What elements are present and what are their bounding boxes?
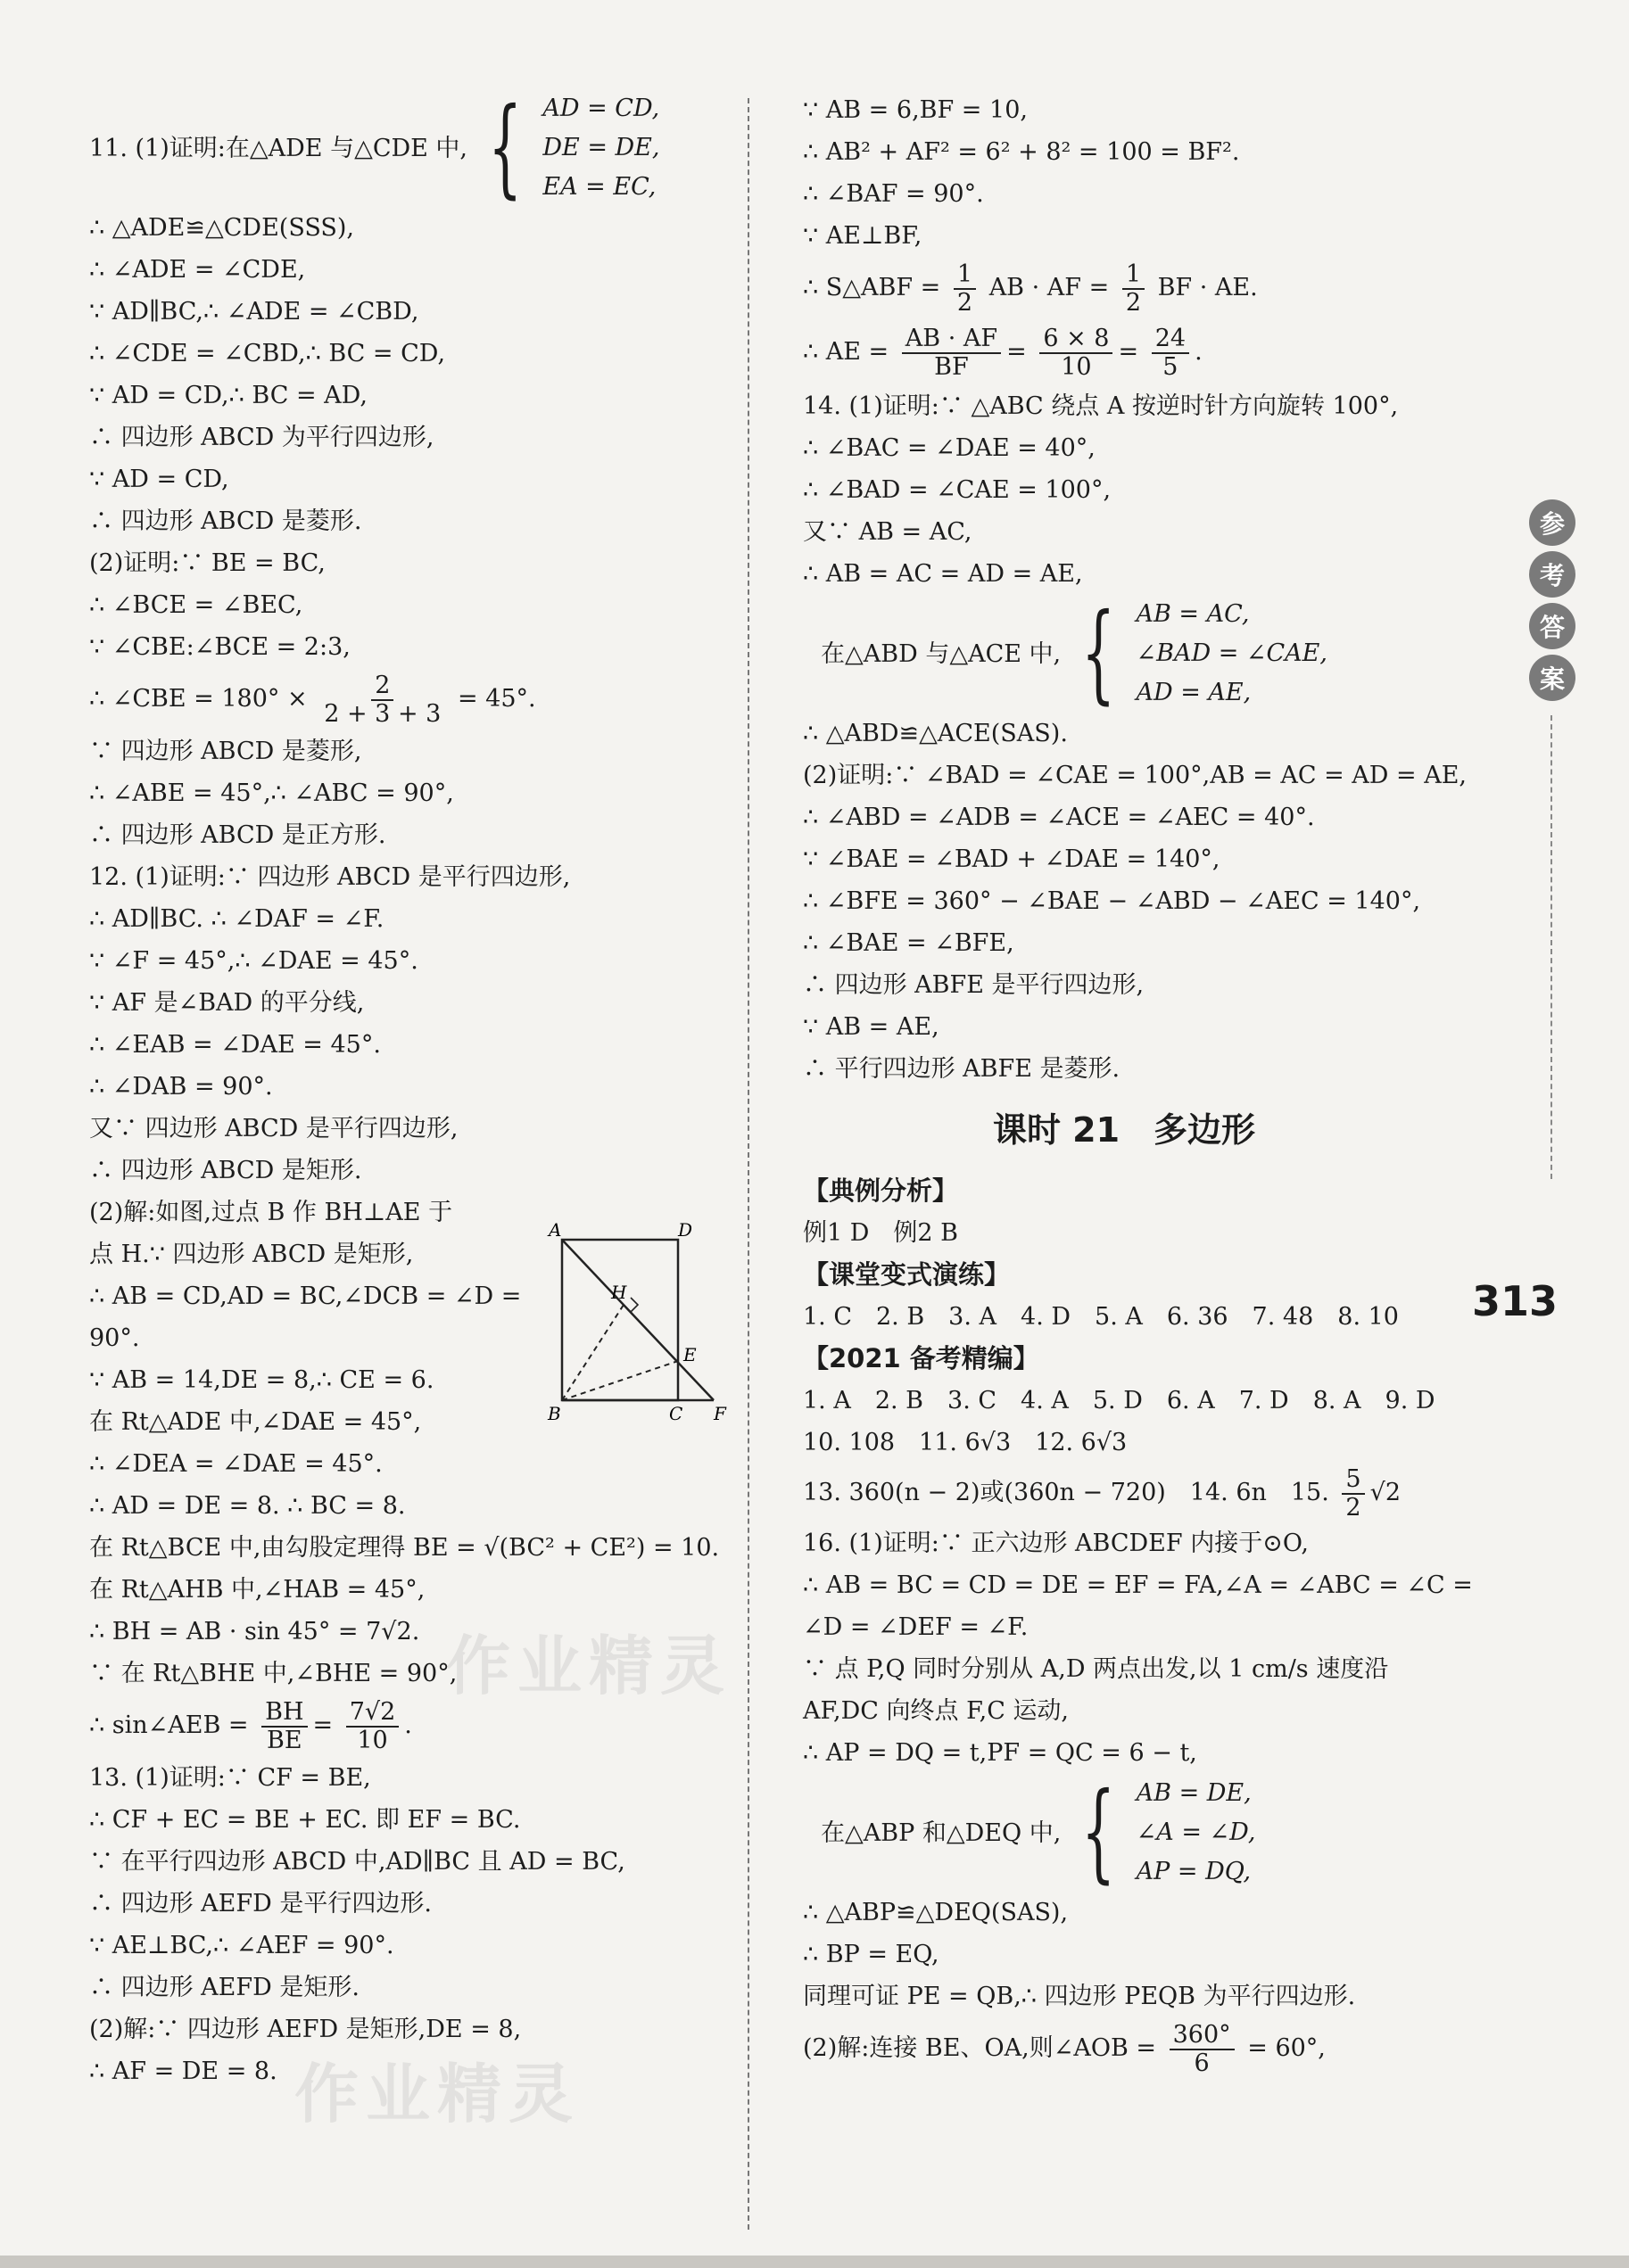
area-middle: AB · AF = — [988, 274, 1110, 301]
answer-line: ∵ ∠F = 45°,∴ ∠DAE = 45°. — [89, 947, 418, 975]
area-prefix: ∴ S△ABF = — [803, 274, 941, 301]
fraction-denominator: 2 + 3 + 3 — [324, 699, 442, 728]
answer-line: (2)证明:∵ ∠BAD = ∠CAE = 100°,AB = AC = AD = AE, — [803, 762, 1468, 789]
answer-line: ∵ 点 P,Q 同时分别从 A,D 两点出发,以 1 cm/s 速度沿 — [803, 1655, 1389, 1683]
q11-fraction-line — [89, 668, 732, 730]
answer-line: ∵ AD∥BC,∴ ∠ADE = ∠CBD, — [89, 298, 419, 326]
answer-line: 又∵ AB = AC, — [803, 518, 972, 546]
label-h: H — [611, 1282, 627, 1303]
answer-line: ∴ ∠DAB = 90°. — [89, 1073, 273, 1101]
answer-line: ∴ AD = DE = 8. ∴ BC = 8. — [89, 1492, 406, 1520]
tab-char: 答 — [1529, 603, 1575, 649]
fraction — [1342, 1466, 1364, 1522]
fraction-denominator: BF — [934, 352, 969, 381]
answer-line: ∴ ∠BCE = ∠BEC, — [89, 591, 303, 619]
answer-line-fraction — [803, 1464, 1445, 1522]
q11-intro — [89, 86, 732, 210]
label-f: F — [714, 1403, 726, 1424]
answer-line: 10. 108 11. 6√3 12. 6√3 — [803, 1429, 1128, 1456]
section-heading: 【2021 备考精编】 — [803, 1343, 1039, 1373]
answer-line: 90°. — [89, 1324, 140, 1352]
answer-line: 16. (1)证明:∵ 正六边形 ABCDEF 内接于⊙O, — [803, 1530, 1309, 1557]
answer-line: 例1 D 例2 B — [803, 1219, 959, 1247]
fraction-numerator: 24 — [1152, 326, 1189, 354]
answer-line: 同理可证 PE = QB,∴ 四边形 PEQB 为平行四边形. — [803, 1983, 1356, 2010]
fraction-numerator: 5 — [1342, 1466, 1364, 1495]
answer-line: ∴ AB² + AF² = 6² + 8² = 100 = BF². — [803, 138, 1240, 166]
answer-line: 点 H.∵ 四边形 ABCD 是矩形, — [89, 1241, 414, 1268]
fraction-denominator: 10 — [1061, 352, 1092, 381]
fraction — [261, 1699, 307, 1754]
answer-line: ∴ 四边形 AEFD 是矩形. — [89, 1974, 360, 2001]
fraction-prefix: ∴ sin∠AEB = — [89, 1711, 249, 1739]
answer-line: ∴ 四边形 ABCD 是菱形. — [89, 507, 362, 535]
area-suffix: BF · AE. — [1157, 274, 1258, 301]
section-heading: 【课堂变式演练】 — [803, 1259, 1011, 1290]
fraction-numerator: 1 — [1122, 261, 1145, 290]
answer-line: ∴ AB = AC = AD = AE, — [803, 560, 1083, 588]
answer-line: 14. (1)证明:∵ △ABC 绕点 A 按逆时针方向旋转 100°, — [803, 392, 1399, 420]
q13-area-line — [803, 257, 1445, 319]
answer-line: ∴ △ADE≌△CDE(SSS), — [89, 214, 354, 242]
fraction-numerator: AB · AF — [902, 326, 1001, 354]
tab-char: 考 — [1529, 551, 1575, 598]
answer-line: ∴ 平行四边形 ABFE 是菱形. — [803, 1055, 1120, 1083]
brace-line: AD = CD, — [542, 95, 660, 122]
watermark: 作业精灵 — [446, 1629, 732, 1703]
fraction-denominator: 2 — [1345, 1493, 1361, 1522]
answer-line: 在 Rt△BCE 中,由勾股定理得 BE = √(BC² + CE²) = 10. — [89, 1534, 720, 1562]
tab-char: 参 — [1529, 499, 1575, 546]
q16-last-line — [803, 2017, 1445, 2080]
answer-line: ∵ AE⊥BC,∴ ∠AEF = 90°. — [89, 1932, 394, 1959]
brace: { — [1081, 591, 1116, 715]
fraction-numerator: 7√2 — [346, 1699, 400, 1728]
answer-line: ∵ AE⊥BF, — [803, 222, 922, 250]
q11-brace-lines — [542, 89, 659, 207]
answer-line: ∴ AF = DE = 8. — [89, 2058, 277, 2085]
answer-line: ∴ BP = EQ, — [803, 1941, 939, 1968]
page-number: 313 — [1471, 1277, 1558, 1325]
label-d: D — [678, 1222, 693, 1241]
fraction — [1152, 326, 1189, 381]
answer-line: ∵ 在平行四边形 ABCD 中,AD∥BC 且 AD = BC, — [89, 1848, 625, 1876]
brace: { — [1081, 1770, 1116, 1894]
label-a: A — [549, 1222, 562, 1241]
answer-line: 1. A 2. B 3. C 4. A 5. D 6. A 7. D 8. A 9. D — [803, 1387, 1435, 1414]
fraction-prefix: ∴ ∠CBE = 180° × — [89, 685, 308, 713]
fraction-numerator: 2 — [371, 672, 393, 701]
answer-line: ∵ 在 Rt△BHE 中,∠BHE = 90°, — [89, 1660, 458, 1687]
answer-suffix: = 60°, — [1247, 2034, 1326, 2062]
answer-line: ∴ ∠BAD = ∠CAE = 100°, — [803, 476, 1112, 504]
answer-line: ∴ △ABD≌△ACE(SAS). — [803, 720, 1068, 747]
q16-brace — [803, 1770, 1445, 1894]
answer-line: ∴ ∠ABE = 45°,∴ ∠ABC = 90°, — [89, 779, 454, 807]
answer-line: ∵ AB = AE, — [803, 1013, 939, 1041]
fraction — [346, 1699, 400, 1754]
answer-line: ∠D = ∠DEF = ∠F. — [803, 1613, 1029, 1641]
answer-line: ∴ ∠BAE = ∠BFE, — [803, 929, 1014, 957]
answer-line: 13. (1)证明:∵ CF = BE, — [89, 1764, 371, 1792]
answer-line: (2)证明:∵ BE = BC, — [89, 549, 326, 577]
answer-line: ∵ AB = 6,BF = 10, — [803, 96, 1028, 124]
answer-line: ∴ ∠CDE = ∠CBD,∴ BC = CD, — [89, 340, 446, 367]
rectangle-abcd — [562, 1240, 678, 1400]
answer-line: ∴ AD∥BC. ∴ ∠DAF = ∠F. — [89, 905, 385, 933]
answer-line: 在 Rt△AHB 中,∠HAB = 45°, — [89, 1576, 426, 1604]
fraction-denominator: 2 — [1125, 288, 1141, 317]
line-af — [562, 1240, 714, 1400]
lesson-title: 课时 21 多边形 — [992, 1110, 1256, 1150]
q14-brace — [803, 591, 1445, 715]
section-heading: 【典例分析】 — [803, 1175, 959, 1206]
answer-line: ∴ 四边形 ABCD 为平行四边形, — [89, 424, 434, 451]
fraction-denominator: 5 — [1162, 352, 1178, 381]
brace-line: AD = AE, — [1136, 679, 1252, 706]
fraction-numerator: 360° — [1170, 2022, 1235, 2050]
answer-line: AF,DC 向终点 F,C 运动, — [803, 1697, 1070, 1725]
answer-line: ∴ BH = AB · sin 45° = 7√2. — [89, 1618, 420, 1645]
answer-line: 又∵ 四边形 ABCD 是平行四边形, — [89, 1115, 459, 1142]
answer-line: 1. C 2. B 3. A 4. D 5. A 6. 36 7. 48 8. 10 — [803, 1303, 1399, 1331]
fraction — [1170, 2022, 1235, 2077]
reference-answer-tab — [1529, 499, 1575, 1179]
brace-line: EA = EC, — [542, 173, 657, 201]
answer-line: ∴ AB = CD,AD = BC,∠DCB = ∠D = — [89, 1282, 522, 1310]
answer-line: (2)解:∵ 四边形 AEFD 是矩形,DE = 8, — [89, 2016, 522, 2043]
fraction — [902, 326, 1001, 381]
answer-line: ∴ ∠BFE = 360° − ∠BAE − ∠ABD − ∠AEC = 140°, — [803, 887, 1421, 915]
answer-line: ∵ ∠BAE = ∠BAD + ∠DAE = 140°, — [803, 845, 1220, 873]
answer-line: ∵ AD = CD, — [89, 466, 229, 493]
label-c: C — [669, 1403, 683, 1424]
q12-geometry-figure — [535, 1222, 732, 1427]
label-b: B — [548, 1403, 561, 1424]
fraction-numerator: 1 — [954, 261, 976, 290]
answer-line: ∴ CF + EC = BE + EC. 即 EF = BC. — [89, 1806, 521, 1834]
answer-line: ∴ ∠EAB = ∠DAE = 45°. — [89, 1031, 381, 1059]
brace: { — [488, 86, 523, 210]
brace-prefix: 在△ABP 和△DEQ 中, — [821, 1819, 1062, 1847]
brace-line: AB = DE, — [1136, 1779, 1252, 1807]
q11-intro-text: 11. (1)证明:在△ADE 与△CDE 中, — [89, 134, 468, 162]
line-bh — [562, 1305, 624, 1400]
answer-line: ∴ AP = DQ = t,PF = QC = 6 − t, — [803, 1739, 1197, 1767]
fraction — [954, 261, 976, 317]
tab-dashed-line — [1550, 715, 1554, 1179]
answer-line: (2)解:如图,过点 B 作 BH⊥AE 于 — [89, 1199, 453, 1226]
answer-line: ∴ ∠BAF = 90°. — [803, 180, 984, 208]
q14-brace-lines — [1137, 595, 1327, 713]
watermark: 作业精灵 — [294, 2057, 581, 2132]
answer-line: ∴ AB = BC = CD = DE = EF = FA,∠A = ∠ABC = ∠C = — [803, 1571, 1473, 1599]
label-e: E — [683, 1344, 697, 1365]
answer-line: ∴ ∠BAC = ∠DAE = 40°, — [803, 434, 1096, 462]
answer-line: ∴ ∠ADE = ∠CDE, — [89, 256, 306, 284]
q13-ae-line: ∴ AE = $\frac{AB \cdot AF}{BF}$ = $\frac{6 \times 8}{10}$ = $\frac{24}{5}$ . — [803, 324, 1203, 381]
brace-line: DE = DE, — [542, 134, 660, 161]
answer-line: ∴ 四边形 ABFE 是平行四边形, — [803, 971, 1145, 999]
ae-prefix: ∴ AE = — [803, 338, 889, 366]
page-bottom-edge — [0, 2256, 1629, 2268]
answer-line: ∵ AB = 14,DE = 8,∴ CE = 6. — [89, 1366, 434, 1394]
right-column — [803, 89, 1473, 2080]
fraction-denominator: 6 — [1194, 2049, 1210, 2077]
brace-line: AP = DQ, — [1136, 1858, 1252, 1885]
answer-line: ∵ ∠CBE:∠BCE = 2:3, — [89, 633, 351, 661]
q12-fraction-line: ∴ sin∠AEB = $\frac{BH}{BE}$ = $\frac{7√2}{10}$ . — [89, 1697, 412, 1754]
tab-char: 案 — [1529, 655, 1575, 701]
answer-line: ∴ ∠ABD = ∠ADB = ∠ACE = ∠AEC = 40°. — [803, 804, 1315, 831]
column-divider — [748, 98, 749, 2230]
fraction-denominator: 10 — [357, 1726, 388, 1754]
answer-line: ∴ △ABP≌△DEQ(SAS), — [803, 1899, 1069, 1926]
fraction — [320, 672, 444, 728]
answer-line: 12. (1)证明:∵ 四边形 ABCD 是平行四边形, — [89, 863, 571, 891]
line-be — [562, 1361, 678, 1400]
answer-line: ∵ AD = CD,∴ BC = AD, — [89, 382, 368, 409]
answer-suffix: √2 — [1369, 1479, 1401, 1506]
left-column — [89, 86, 732, 2092]
answer-line: ∴ 四边形 ABCD 是矩形. — [89, 1157, 362, 1184]
brace-line: AB = AC, — [1136, 600, 1250, 628]
fraction — [1039, 326, 1112, 381]
fraction — [1122, 261, 1145, 317]
answer-line: ∴ 四边形 ABCD 是正方形. — [89, 821, 386, 849]
fraction-denominator: 2 — [956, 288, 973, 317]
fraction-suffix: = 45°. — [457, 685, 536, 713]
answer-line: ∴ 四边形 AEFD 是平行四边形. — [89, 1890, 432, 1917]
brace-prefix: 在△ABD 与△ACE 中, — [821, 639, 1062, 668]
answer-line: ∴ ∠DEA = ∠DAE = 45°. — [89, 1450, 383, 1478]
answer-line: ∵ AF 是∠BAD 的平分线, — [89, 989, 365, 1017]
q16-brace-lines — [1137, 1774, 1256, 1892]
fraction-numerator: BH — [261, 1699, 307, 1728]
brace-line: ∠A = ∠D, — [1136, 1819, 1256, 1846]
fraction-numerator: 6 × 8 — [1039, 326, 1112, 354]
answer-prefix: (2)解:连接 BE、OA,则∠AOB = — [803, 2034, 1156, 2062]
answer-prefix: 13. 360(n − 2)或(360n − 720) 14. 6n 15. — [803, 1479, 1329, 1506]
answer-line: 在 Rt△ADE 中,∠DAE = 45°, — [89, 1408, 422, 1436]
brace-line: ∠BAD = ∠CAE, — [1136, 639, 1327, 667]
answer-line: ∵ 四边形 ABCD 是菱形, — [89, 738, 362, 765]
fraction-denominator: BE — [267, 1726, 302, 1754]
